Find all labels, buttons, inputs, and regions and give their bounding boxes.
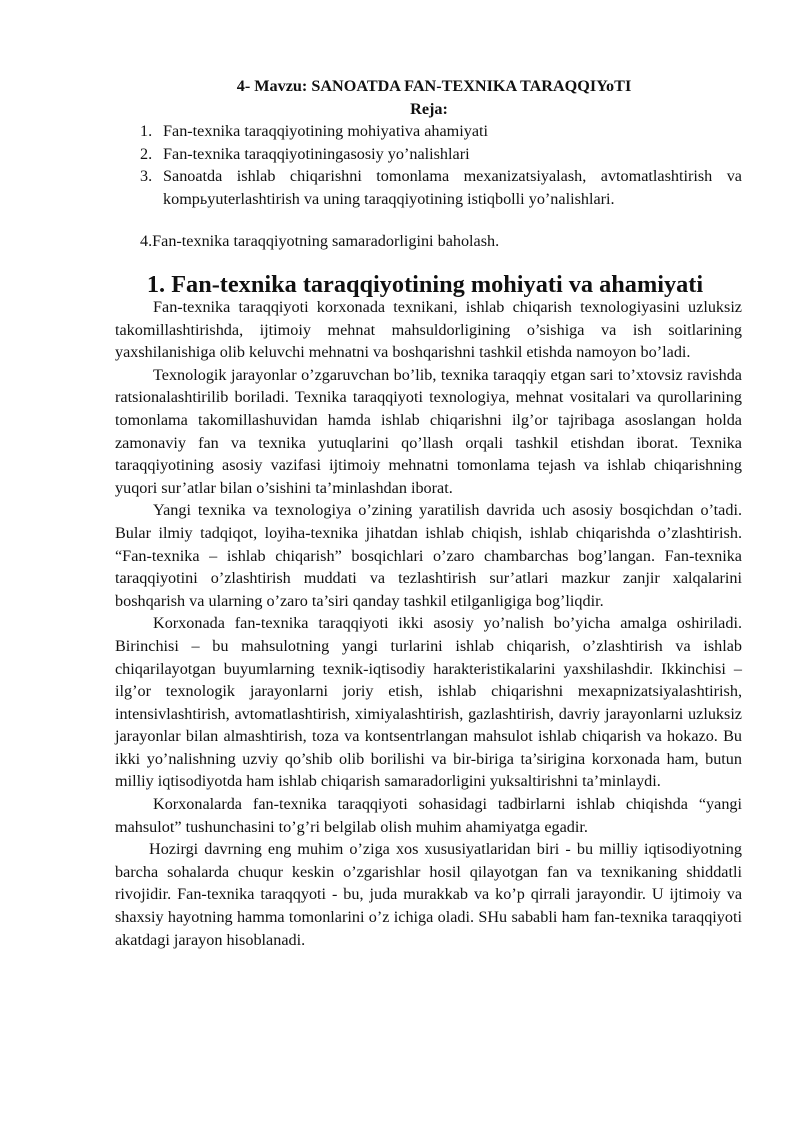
- plan-item-text: Sanoatda ishlab chiqarishni tomonlama mexanizatsiyalash, avtomatlashtirish va kompьyuterlashtirish va uning taraqqiyotining istiqbolli yo’nalishlari.: [163, 167, 742, 208]
- plan-item-text: Fan-texnika taraqqiyotining mohiyativa ahamiyati: [163, 122, 489, 140]
- section-body: [115, 296, 742, 951]
- plan-item-text: Fan-texnika taraqqiyotiningasosiy yo’nalishlari: [163, 144, 470, 163]
- plan-item: [140, 120, 742, 143]
- paragraph: Korxonada fan-texnika taraqqiyoti ikki asosiy yo’nalish bo’yicha amalga oshiriladi. Birinchisi – bu mahsulotning yangi turlarini ishlab chiqarish, o’zlashtirish va ishlab chiqarilayotgan buyumlarning texnik-iqtisodiy harakteristikalarini yaxshilashdir. Ikkinchisi – ilg’or texnologik jarayonlarni joriy etish, ishlab chiqarishni mexapnizatsiyalashtirish, intensivlashtirish, avtomatlashtirish, ximiyalashtirish, gazlashtirish, davriy jarayonlarni uzluksiz jarayonlar bilan almashtirish, toza va kontsentrlangan mahsulot ishlab chiqarish va hokazo. Bu ikki yo’nalishning uzviy qo’shib olib borilishi va bir-biriga ta’sirigina korxonada ham, butun milliy iqtisodiyotda ham ishlab chiqarish samaradorligini yuksaltirishni ta’minlaydi.: [115, 614, 742, 791]
- plan-item: [140, 165, 742, 210]
- plan-list: [140, 120, 742, 210]
- paragraph: Texnologik jarayonlar o’zgaruvchan bo’lib, texnika taraqqiy etgan sari to’xtovsiz ravishda ratsionalashtirilib boriladi. Texnika taraqqiyoti texnologiya, mehnat vositalari va qurollarining tomonlama takomillashuvidan hamda ishlab chiqarishni ilg’or tajribaga asoslangan holda zamonaviy fan va texnika yutuqlarini qo’llash orqali tashkil etishdan iborat. Texnika taraqqiyotining asosiy vazifasi ijtimoiy mehnatni tomonlama tejash va ishlab chiqarishning yuqori sur’atlar bilan o’sishini ta’minlashdan iborat.: [115, 365, 742, 497]
- plan-item-number: 3.: [140, 167, 153, 186]
- document-title: 4- Mavzu: SANOATDA FAN-TEXNIKA TARAQQIYoTI: [236, 77, 632, 95]
- plan-item-4: 4.Fan-texnika taraqqiyotning samaradorligini baholash.: [140, 232, 500, 250]
- plan-item-number: 2.: [140, 144, 153, 163]
- plan-item: [140, 143, 742, 166]
- plan-item-number: 1.: [140, 122, 153, 140]
- paragraph: Yangi texnika va texnologiya o’zining yaratilish davrida uch asosiy bosqichdan o’tadi. Bular ilmiy tadqiqot, loyiha-texnika jihatdan ishlab chiqish, ishlab chiqarishda o’zlashtirish. “Fan-texnika – ishlab chiqarish” bosqichlari o’zaro chambarchas bog’langan. Fan-texnika taraqqiyotini o’zlashtirish muddati va tezlashtirish sur’atlari mazkur zanjir xalqalarini boshqarish va ularning o’zaro ta’siri qanday tashkil etilganligiga bog’liqdir.: [115, 501, 742, 610]
- paragraph: Hozirgi davrning eng muhim o’ziga xos xususiyatlaridan biri - bu milliy iqtisodiyotning barcha sohalarda chuqur keskin o’zgarishlar hosil qilayotgan fan va texnikaning shiddatli rivojidir. Fan-texnika taraqqyoti - bu, juda murakkab va ko’p qirrali jarayondir. U ijtimoiy va shaxsiy hayotning hamma tomonlarini o’z ichiga oladi. SHu sababli ham fan-texnika taraqqiyoti akatdagi jarayon hisoblanadi.: [115, 840, 742, 949]
- paragraph: Fan-texnika taraqqiyoti korxonada texnikani, ishlab chiqarish texnologiyasini uzluksiz takomillashtirishda, ijtimoiy mehnat mahsuldorligining o’sishiga va ish soitlarining yaxshilanishiga olib keluvchi mehnatni va boshqarishni tashkil etishda namoyon bo’ladi.: [115, 298, 742, 362]
- plan-label: Reja:: [410, 100, 448, 118]
- section-title: 1. Fan-texnika taraqqiyotining mohiyati va ahamiyati: [146, 271, 704, 298]
- paragraph: Korxonalarda fan-texnika taraqqiyoti sohasidagi tadbirlarni ishlab chiqishda “yangi mahsulot” tushunchasini to’g’ri belgilab olish muhim ahamiyatga egadir.: [115, 795, 742, 836]
